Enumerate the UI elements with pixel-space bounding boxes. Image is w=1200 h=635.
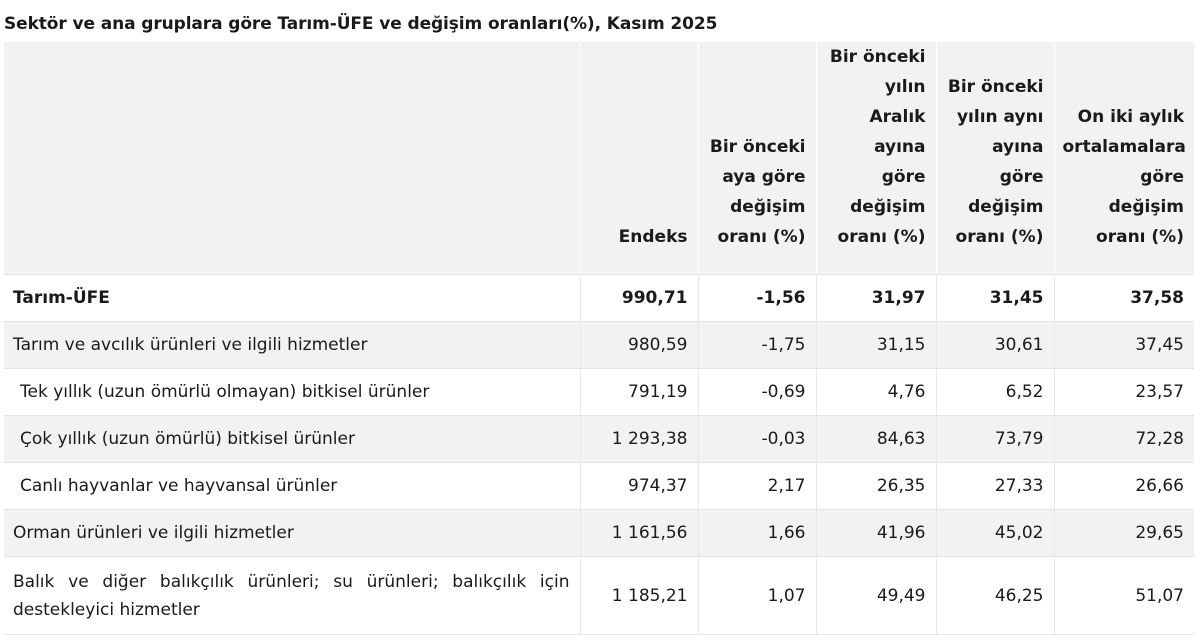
- cell-endeks: 1 161,56: [580, 510, 698, 557]
- cell-december-change: 31,15: [816, 322, 936, 369]
- cell-monthly-change: 1,07: [698, 557, 816, 635]
- cell-endeks: 990,71: [580, 275, 698, 322]
- cell-annual-change: 31,45: [936, 275, 1054, 322]
- row-label: Tarım-ÜFE: [4, 275, 580, 322]
- table-row: [4, 416, 1194, 463]
- cell-twelve-month-avg-change: 23,57: [1054, 369, 1194, 416]
- cell-december-change: 84,63: [816, 416, 936, 463]
- cell-monthly-change: 2,17: [698, 463, 816, 510]
- row-label: Canlı hayvanlar ve hayvansal ürünler: [4, 463, 580, 510]
- row-label: Tek yıllık (uzun ömürlü olmayan) bitkisel ürünler: [4, 369, 580, 416]
- table-title: Sektör ve ana gruplara göre Tarım-ÜFE ve değişim oranları(%), Kasım 2025: [4, 14, 718, 34]
- header-cell-twelve-month-avg-change: On iki aylık ortalamalara göre değişim oranı (%): [1054, 42, 1194, 275]
- table-row: [4, 463, 1194, 510]
- header-cell-endeks: Endeks: [580, 42, 698, 275]
- header-cell-annual-change: Bir önceki yılın aynı ayına göre değişim oranı (%): [936, 42, 1054, 275]
- cell-annual-change: 46,25: [936, 557, 1054, 635]
- cell-annual-change: 6,52: [936, 369, 1054, 416]
- cell-twelve-month-avg-change: 72,28: [1054, 416, 1194, 463]
- row-label: Çok yıllık (uzun ömürlü) bitkisel ürünler: [4, 416, 580, 463]
- cell-annual-change: 27,33: [936, 463, 1054, 510]
- cell-annual-change: 73,79: [936, 416, 1054, 463]
- cell-december-change: 31,97: [816, 275, 936, 322]
- row-label: Balık ve diğer balıkçılık ürünleri; su ürünleri; balıkçılık için destekleyici hizmetler: [4, 557, 580, 635]
- cell-annual-change: 30,61: [936, 322, 1054, 369]
- cell-december-change: 41,96: [816, 510, 936, 557]
- table-row: [4, 510, 1194, 557]
- table-row: [4, 275, 1194, 322]
- header-cell-monthly-change: Bir önceki aya göre değişim oranı (%): [698, 42, 816, 275]
- table-row: [4, 369, 1194, 416]
- cell-december-change: 26,35: [816, 463, 936, 510]
- cell-twelve-month-avg-change: 51,07: [1054, 557, 1194, 635]
- row-label: Tarım ve avcılık ürünleri ve ilgili hizmetler: [4, 322, 580, 369]
- cell-endeks: 980,59: [580, 322, 698, 369]
- table-row: [4, 322, 1194, 369]
- data-table: [4, 42, 1194, 635]
- cell-monthly-change: 1,66: [698, 510, 816, 557]
- cell-twelve-month-avg-change: 37,45: [1054, 322, 1194, 369]
- table-row: [4, 557, 1194, 635]
- cell-twelve-month-avg-change: 37,58: [1054, 275, 1194, 322]
- cell-endeks: 1 293,38: [580, 416, 698, 463]
- row-label: Orman ürünleri ve ilgili hizmetler: [4, 510, 580, 557]
- cell-monthly-change: -0,03: [698, 416, 816, 463]
- cell-december-change: 49,49: [816, 557, 936, 635]
- header-cell-december-change: Bir önceki yılın Aralık ayına göre değişim oranı (%): [816, 42, 936, 275]
- cell-endeks: 974,37: [580, 463, 698, 510]
- cell-twelve-month-avg-change: 29,65: [1054, 510, 1194, 557]
- cell-monthly-change: -0,69: [698, 369, 816, 416]
- cell-endeks: 1 185,21: [580, 557, 698, 635]
- cell-december-change: 4,76: [816, 369, 936, 416]
- cell-twelve-month-avg-change: 26,66: [1054, 463, 1194, 510]
- cell-endeks: 791,19: [580, 369, 698, 416]
- cell-annual-change: 45,02: [936, 510, 1054, 557]
- header-cell-label: [4, 42, 580, 275]
- cell-monthly-change: -1,56: [698, 275, 816, 322]
- cell-monthly-change: -1,75: [698, 322, 816, 369]
- header-row: [4, 42, 1194, 275]
